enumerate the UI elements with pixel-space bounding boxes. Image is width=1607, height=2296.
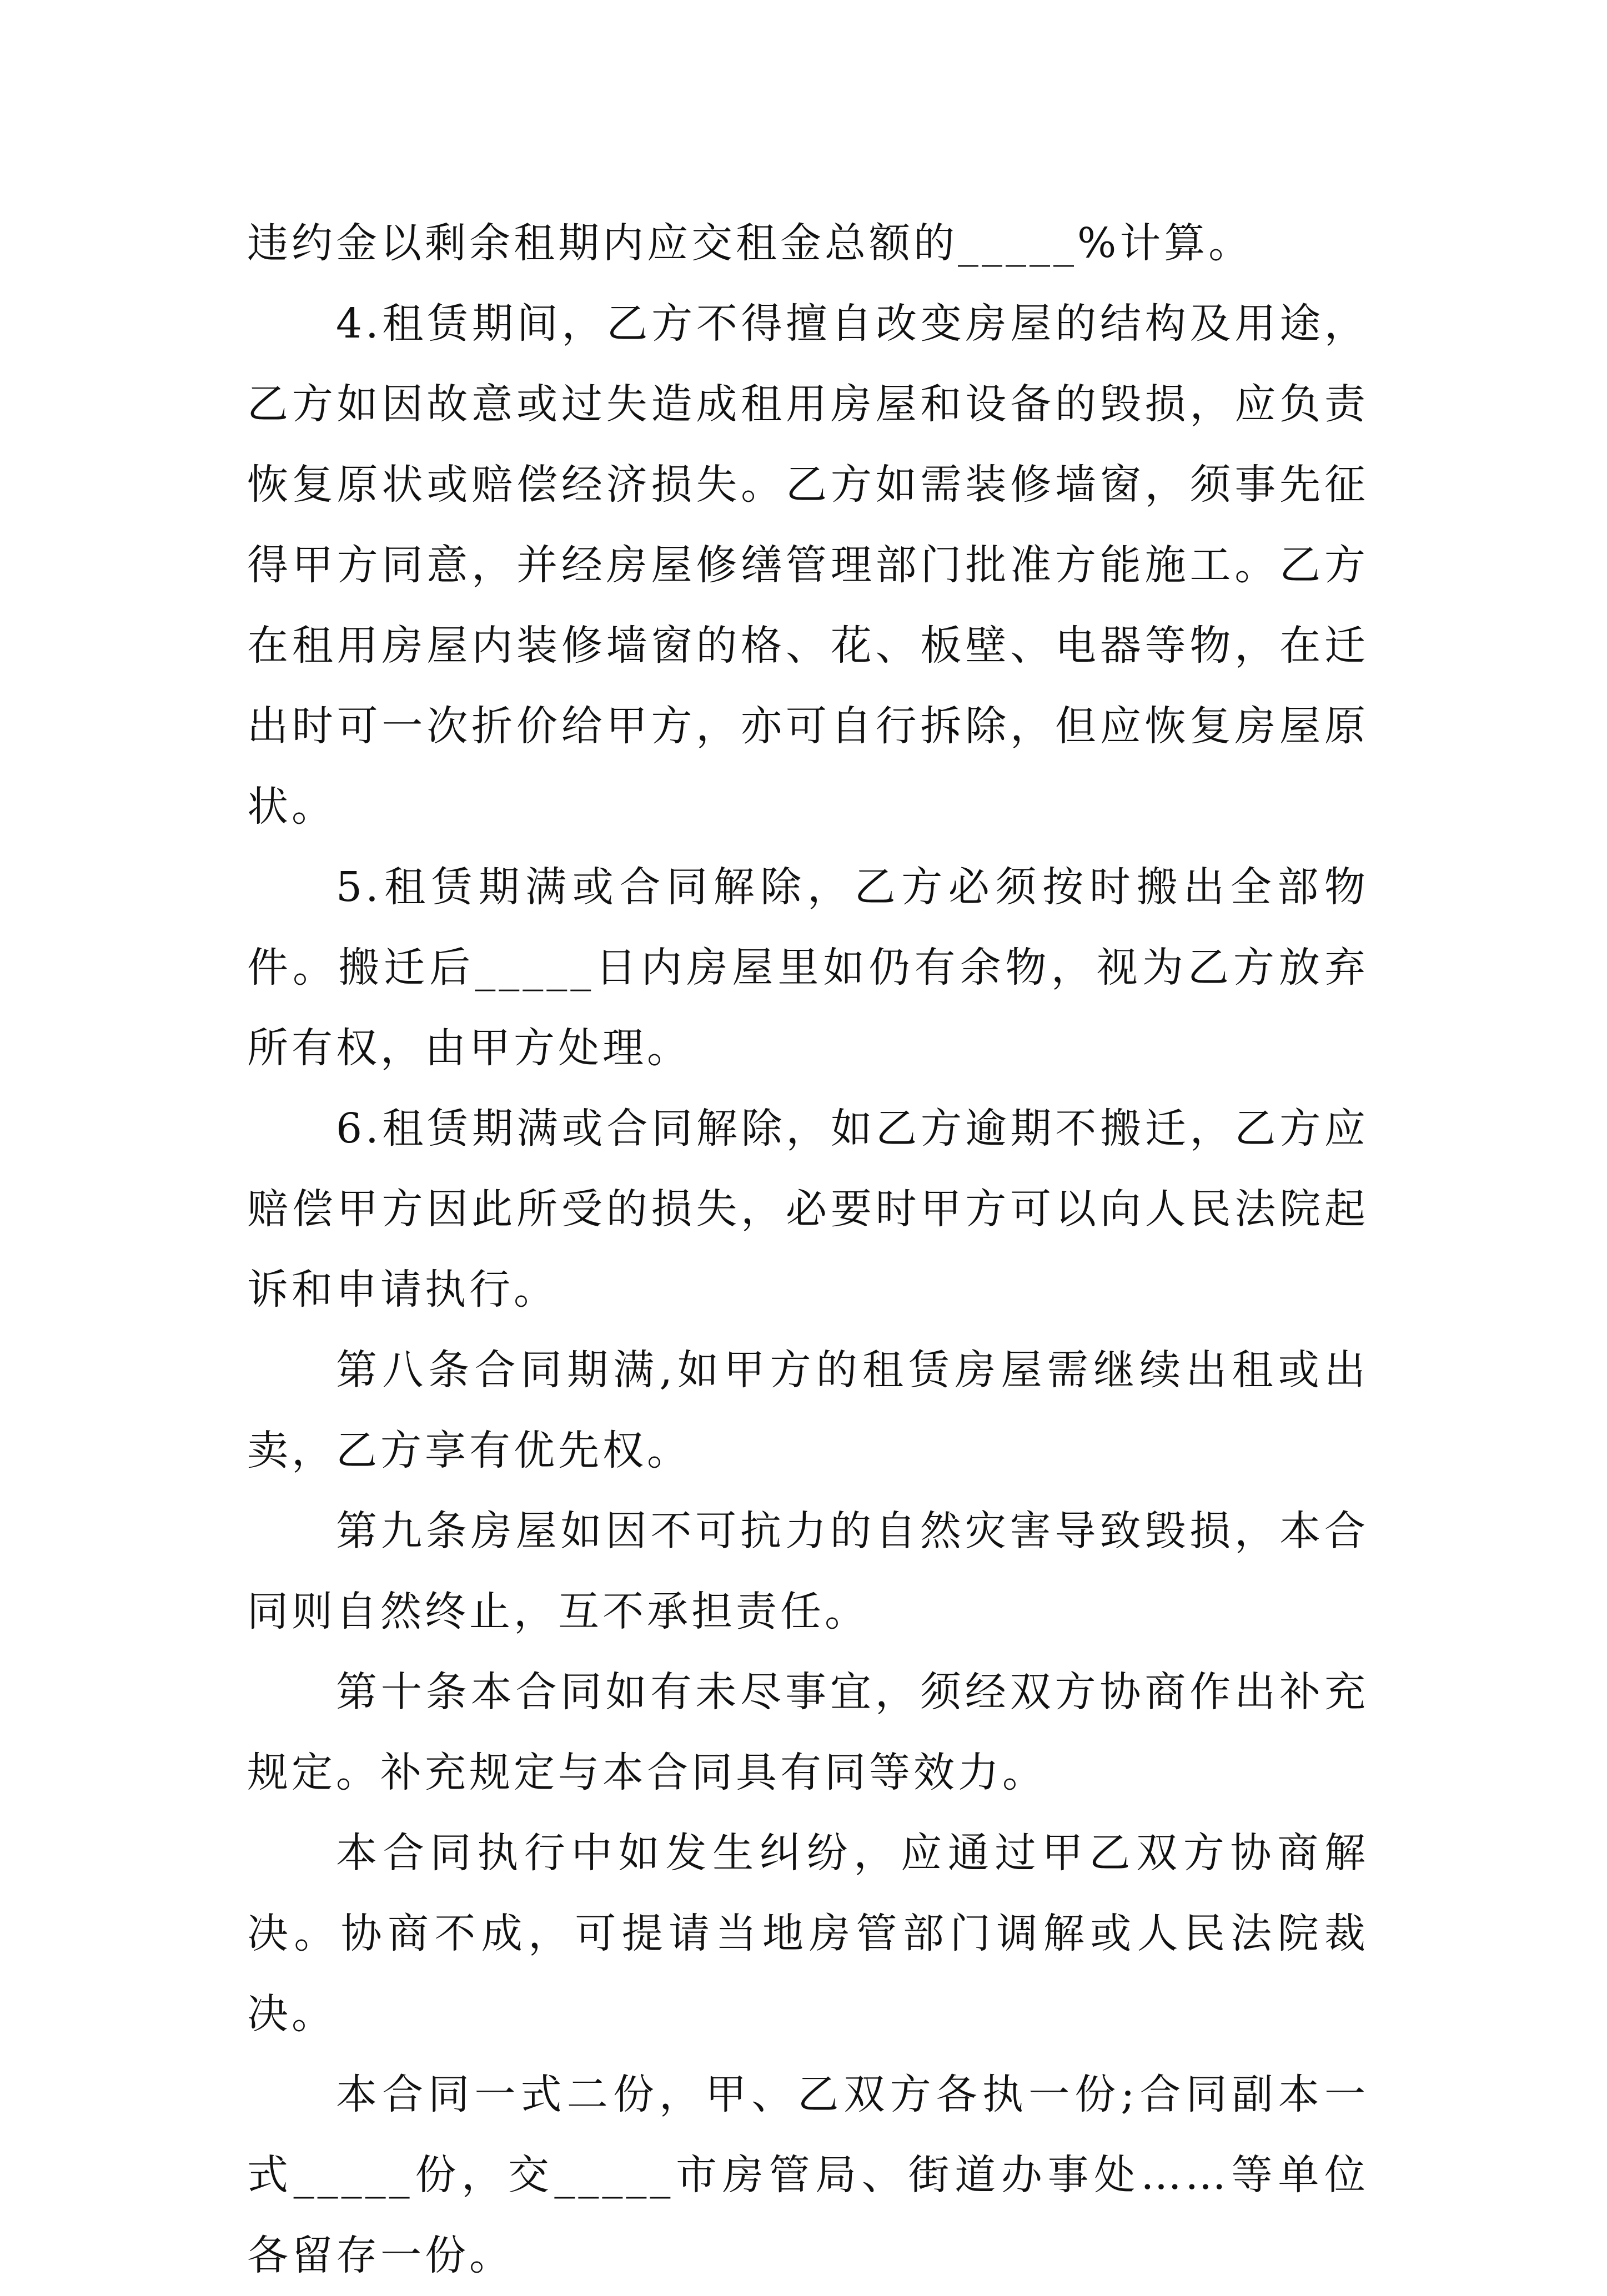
paragraph-penalty-rate: 违约金以剩余租期内应交租金总额的_____%计算。 [247,219,1253,267]
paragraph-article-9-force-majeure: 第九条房屋如因不可抗力的自然灾害导致毁损，本合同则自然终止，互不承担责任。 [247,1507,1369,1635]
paragraph-copies: 本合同一式二份，甲、乙双方各执一份;合同副本一式_____份，交_____市房管局、街道办事处……等单位各留存一份。 [247,2071,1369,2279]
paragraph-article-8-priority: 第八条合同期满,如甲方的租赁房屋需继续出租或出卖，乙方享有优先权。 [247,1346,1369,1474]
document-body [247,203,1369,2296]
paragraph-clause-6-overdue: 6.租赁期满或合同解除，如乙方逾期不搬迁，乙方应赔偿甲方因此所受的损失，必要时甲方可以向人民法院起诉和申请执行。 [247,1105,1369,1313]
paragraph-clause-4-alterations: 4.租赁期间，乙方不得擅自改变房屋的结构及用途，乙方如因故意或过失造成租用房屋和设备的毁损，应负责恢复原状或赔偿经济损失。乙方如需装修墙窗，须事先征得甲方同意，并经房屋修缮管理部门批准方能施工。乙方在租用房屋内装修墙窗的格、花、板壁、电器等物，在迁出时可一次折价给甲方，亦可自行拆除，但应恢复房屋原状。 [247,300,1369,830]
paragraph-article-10-supplement: 第十条本合同如有未尽事宜，须经双方协商作出补充规定。补充规定与本合同具有同等效力。 [247,1668,1369,1796]
paragraph-clause-5-moving-out: 5.租赁期满或合同解除，乙方必须按时搬出全部物件。搬迁后_____日内房屋里如仍有余物，视为乙方放弃所有权，由甲方处理。 [247,863,1369,1072]
paragraph-dispute-resolution: 本合同执行中如发生纠纷，应通过甲乙双方协商解决。协商不成，可提请当地房管部门调解或人民法院裁决。 [247,1829,1369,2038]
